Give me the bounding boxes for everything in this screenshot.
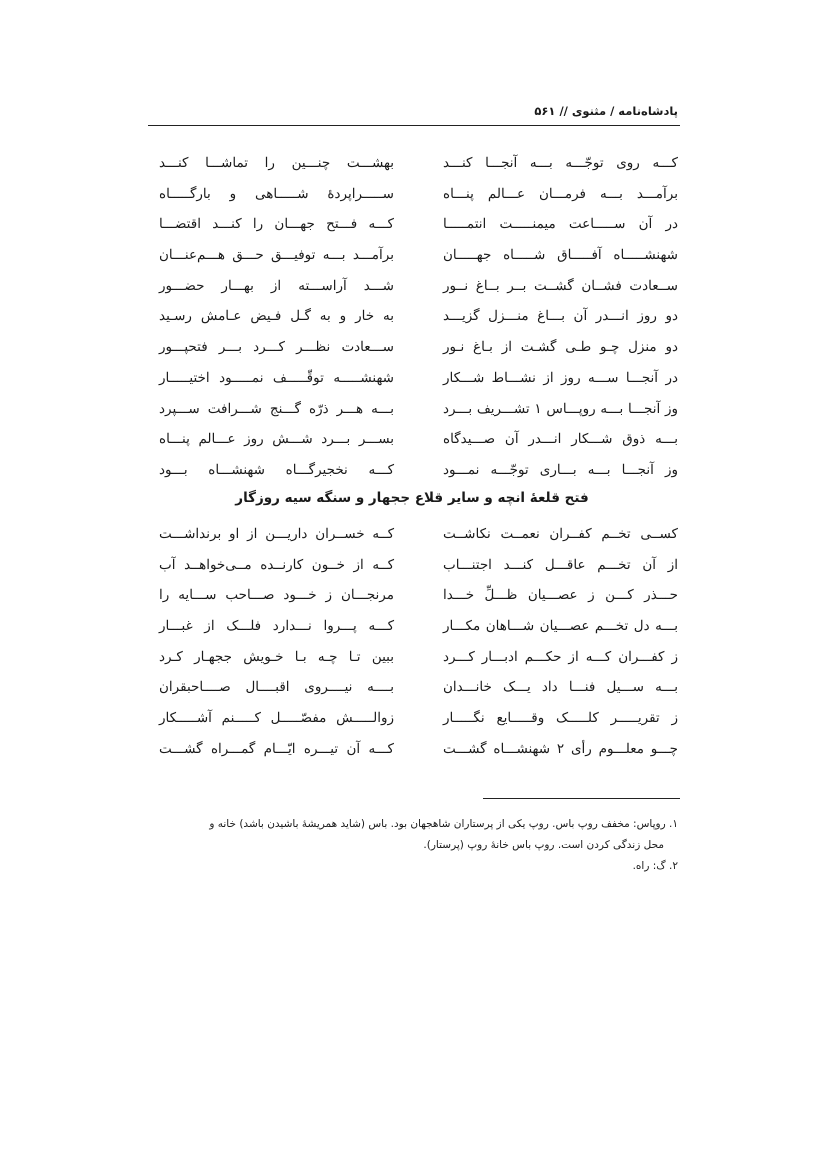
couplet — [146, 306, 678, 337]
footnote-2: ۲. گ: راه. — [632, 860, 678, 872]
hemistich-right: در آنجـــا ســـه روز از نشـــاط شـــکار — [443, 369, 678, 386]
hemistich-left: برآمـــد بـــه توفیـــق حـــق هـــم‌عنـــان — [159, 247, 394, 264]
couplet — [146, 460, 678, 491]
hemistich-left: بــــه نیــــروی اقبــــال صــــاحبقران — [159, 679, 394, 696]
poem-section-1 — [146, 153, 678, 491]
hemistich-left: شهنشـــــه توقّـــــف نمـــــود اختیـــــار — [159, 369, 394, 386]
poem-section-2 — [146, 524, 678, 770]
hemistich-right: دو منزل چـو طـی گشـت از بـاغ نـور — [443, 339, 678, 356]
hemistich-right: ز کفـــران کـــه از حکـــم ادبـــار کـــرد — [443, 648, 678, 665]
hemistich-left: ســـعادت نظـــر کـــرد بـــر فتحپـــور — [159, 339, 394, 356]
couplet — [146, 555, 678, 586]
couplet — [146, 585, 678, 616]
couplet — [146, 214, 678, 245]
hemistich-left: کـــه پـــروا نـــدارد فلـــک از غبـــار — [159, 618, 394, 635]
couplet — [146, 524, 678, 555]
hemistich-left: زوالـــــش مفصّـــــل کـــــنم آشـــــکار — [159, 710, 394, 727]
hemistich-right: کـــه روی توجّـــه بـــه آنجـــا کنـــد — [443, 155, 678, 171]
hemistich-left: بهشـــت چنـــین را تماشـــا کنـــد — [159, 155, 394, 171]
hemistich-right: دو روز انـــدر آن بـــاغ منـــزل گزیـــد — [443, 308, 678, 325]
hemistich-left: ببین تـا چـه بـا خـویش ججهـار کـرد — [159, 648, 394, 665]
hemistich-left: بســـر بـــرد شـــش روز عـــالم پنـــاه — [159, 431, 394, 448]
hemistich-left: ســـــراپردهٔ شـــــاهی و بارگـــــاه — [159, 185, 394, 202]
section-heading: فتح قلعهٔ انچه و سایر قلاع ججهار و سنگه سیه روزگار — [235, 490, 589, 506]
couplet — [146, 616, 678, 647]
couplet — [146, 276, 678, 307]
hemistich-right: برآمـــد بـــه فرمـــان عـــالم پنـــاه — [443, 185, 678, 202]
hemistich-right: بـــه دل تخـــم عصـــیان شـــاهان مکـــار — [443, 618, 678, 635]
hemistich-right: شهنشـــــاه آفـــــاق شـــــاه جهـــــان — [443, 247, 678, 264]
hemistich-right: کســی تخــم کفــران نعمــت نکاشــت — [443, 526, 678, 542]
hemistich-right: در آن ســـــاعت میمنـــــت انتمـــــا — [443, 216, 678, 233]
hemistich-left: کــه خســران داریـــن از او برنداشـــت — [159, 526, 394, 542]
hemistich-right: بـــه ســـیل فنـــا داد یـــک خانـــدان — [443, 679, 678, 696]
hemistich-right: از آن تخـــم عاقـــل کنـــد اجتنـــاب — [443, 556, 678, 573]
couplet — [146, 429, 678, 460]
couplet — [146, 337, 678, 368]
hemistich-right: حـــذر کـــن ز عصـــیان ظـــلِّ خـــدا — [443, 587, 678, 604]
hemistich-right: چـــو معلـــوم رأی ۲ شهنشـــاه گشـــت — [443, 740, 678, 757]
couplet — [146, 739, 678, 770]
couplet — [146, 184, 678, 215]
footnote-rule — [483, 798, 680, 799]
couplet — [146, 677, 678, 708]
hemistich-right: ز تقریـــــر کلـــــک وقـــــایع نگـــــار — [443, 710, 678, 727]
hemistich-right: وز آنجـــا بـــه روپـــاس ۱ تشـــریف بـــرد — [443, 400, 678, 417]
hemistich-left: کـــه نخجیرگـــاه شهنشـــاه بـــود — [159, 461, 394, 478]
couplet — [146, 153, 678, 184]
footnote-1-line-1: ۱. روپاس: مخفف روپ باس. روپ یکی از پرستاران شاهجهان بود. باس (شاید همریشهٔ باشیدن باشد) خانه و — [209, 818, 678, 830]
hemistich-left: کـــه آن تیـــره ایّـــام گمـــراه گشـــت — [159, 740, 394, 757]
couplet — [146, 647, 678, 678]
header-rule — [148, 125, 680, 126]
hemistich-right: وز آنجـــا بـــه بـــاری توجّـــه نمـــود — [443, 461, 678, 478]
hemistich-left: کـــه فـــتح جهـــان را کنـــد اقتضـــا — [159, 216, 394, 233]
couplet — [146, 708, 678, 739]
couplet — [146, 245, 678, 276]
hemistich-right: ســعادت فشــان گشــت بــر بــاغ نــور — [443, 277, 678, 294]
hemistich-left: به خار و به گـل فـیض عـامش رسـید — [159, 308, 394, 325]
footnote-1-line-2: محل زندگی کردن است. روپ باس خانهٔ روپ (پرستار). — [423, 839, 664, 851]
hemistich-left: مرنجـــان ز خـــود صـــاحب ســـایه را — [159, 587, 394, 604]
couplet — [146, 399, 678, 430]
hemistich-left: بـــه هـــر ذرّه گـــنج شـــرافت ســـپرد — [159, 400, 394, 417]
hemistich-left: شـــد آراســـته از بهـــار حضـــور — [159, 277, 394, 294]
hemistich-left: کــه از خــون کارنــده مــی‌خواهــد آب — [159, 556, 394, 573]
couplet — [146, 368, 678, 399]
footnotes — [138, 814, 678, 877]
running-header: پادشاه‌نامه / مثنوی // ۵۶۱ — [534, 104, 678, 118]
hemistich-right: بـــه ذوق شـــکار انـــدر آن صـــیدگاه — [443, 431, 678, 448]
